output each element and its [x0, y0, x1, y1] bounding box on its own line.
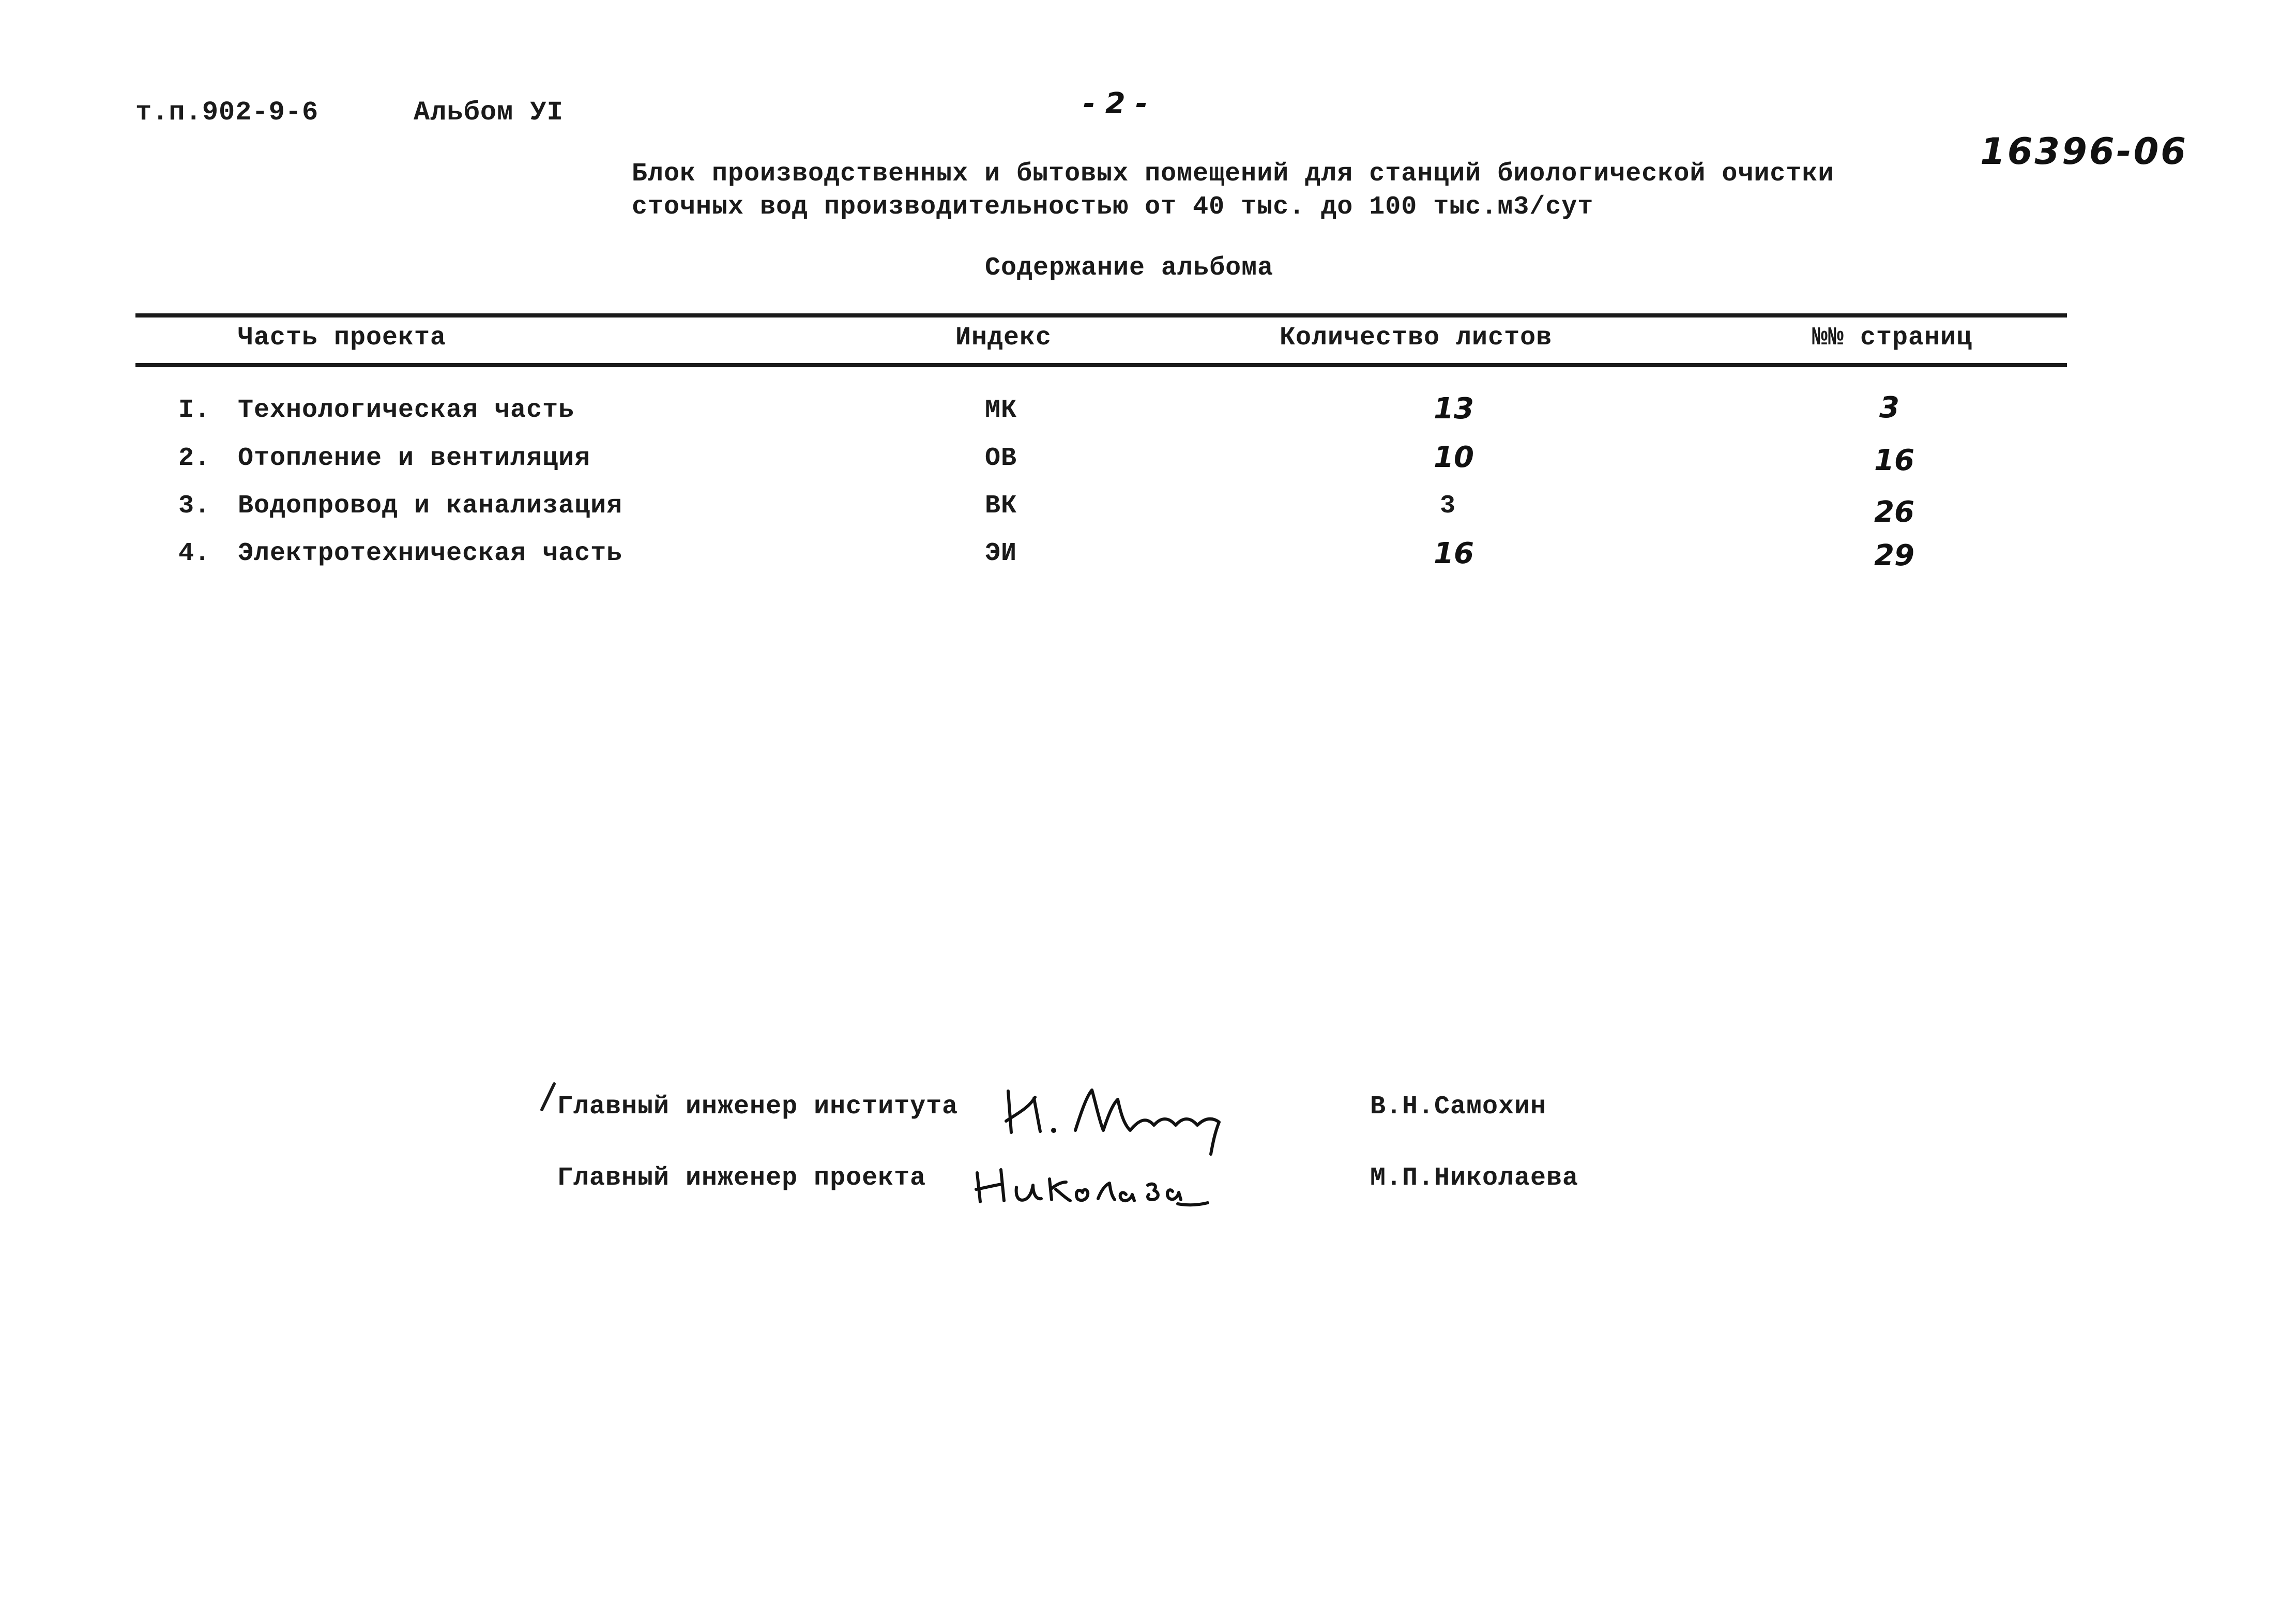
row-index: ВК	[985, 491, 1017, 521]
row-part: Водопровод и канализация	[238, 491, 623, 521]
signatory-name: В.Н.Самохин	[1370, 1092, 1547, 1122]
row-index: ЭИ	[985, 539, 1017, 568]
title-line-1: Блок производственных и бытовых помещений для станций биологической очистки	[632, 159, 1834, 189]
signature-role: Главный инженер института	[557, 1092, 959, 1122]
signature-role: Главный инженер проекта	[557, 1163, 926, 1193]
table-top-rule	[135, 313, 2067, 317]
row-index: МК	[985, 396, 1017, 425]
row-number: 4.	[178, 539, 211, 568]
row-sheets: 16	[1434, 537, 1474, 570]
row-part: Отопление и вентиляция	[238, 444, 591, 473]
row-sheets: 13	[1434, 392, 1474, 426]
table-header-rule	[135, 363, 2067, 367]
contents-heading: Содержание альбома	[985, 253, 1274, 283]
row-pages: 29	[1874, 539, 1914, 572]
archive-number: 16396-06	[1980, 130, 2188, 173]
row-part: Электротехническая часть	[238, 539, 623, 568]
signatory-name: М.П.Николаева	[1370, 1163, 1579, 1193]
header-index: Индекс	[955, 323, 1052, 353]
doc-code: т.п.902-9-6	[135, 97, 319, 128]
album-label: Альбом УI	[414, 97, 564, 128]
row-pages: 3	[1879, 391, 1899, 425]
row-number: I.	[178, 396, 211, 425]
tick-mark	[538, 1082, 558, 1113]
title-line-2: сточных вод производительностью от 40 тыс. до 100 тыс.м3/сут	[632, 192, 1594, 222]
row-pages: 16	[1874, 444, 1914, 477]
page-number: - 2 -	[1083, 87, 1148, 120]
row-sheets: 10	[1434, 441, 1474, 474]
row-index: ОВ	[985, 444, 1017, 473]
row-part: Технологическая часть	[238, 396, 575, 425]
row-sheets: 3	[1440, 491, 1456, 521]
handwritten-signature	[998, 1081, 1236, 1161]
handwritten-signature	[972, 1158, 1210, 1218]
row-number: 3.	[178, 491, 211, 521]
header-part: Часть проекта	[238, 323, 447, 353]
row-number: 2.	[178, 444, 211, 473]
header-pages: №№ страниц	[1812, 323, 1973, 353]
row-pages: 26	[1874, 495, 1914, 529]
header-sheets: Количество листов	[1280, 323, 1553, 353]
